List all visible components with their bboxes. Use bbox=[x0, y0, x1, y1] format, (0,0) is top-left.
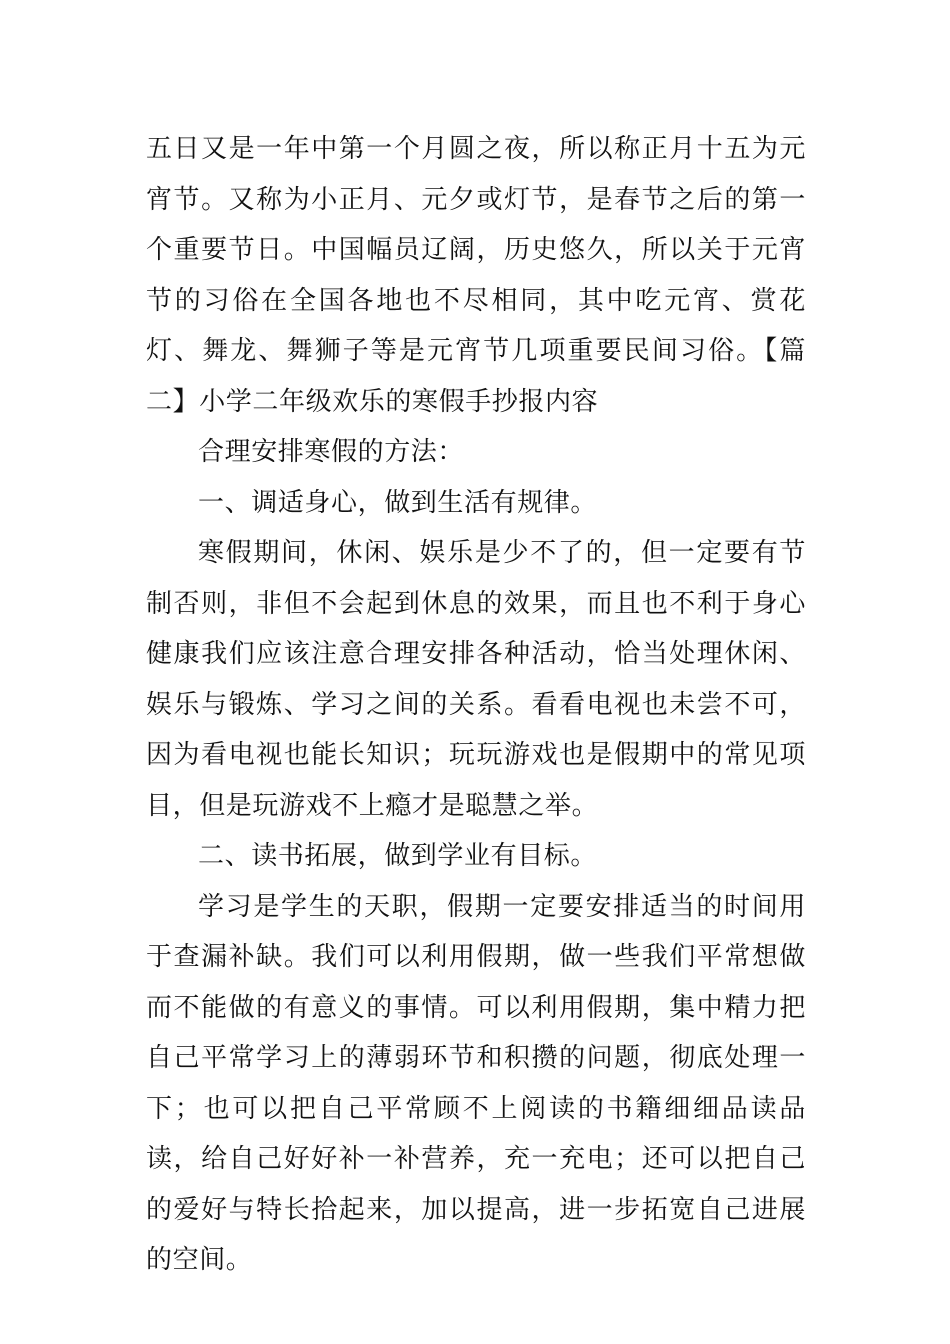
paragraph-1: 五日又是一年中第一个月圆之夜，所以称正月十五为元宵节。又称为小正月、元夕或灯节，是春节之后的第一个重要节日。中国幅员辽阔，历史悠久，所以关于元宵节的习俗在全国各地也不尽相同，其中吃元宵、赏花灯、舞龙、舞狮子等是元宵节几项重要民间习俗。【篇二】小学二年级欢乐的寒假手抄报内容 bbox=[146, 134, 806, 417]
paragraph-4: 寒假期间，休闲、娱乐是少不了的，但一定要有节制否则，非但不会起到休息的效果，而且也不利于身心健康我们应该注意合理安排各种活动，恰当处理休闲、娱乐与锻炼、学习之间的关系。看看电视也未尝不可，因为看电视也能长知识；玩玩游戏也是假期中的常见项目，但是玩游戏不上瘾才是聪慧之举。 bbox=[146, 538, 806, 821]
document-body bbox=[146, 124, 806, 1286]
paragraph-5: 二、读书拓展，做到学业有目标。 bbox=[198, 841, 598, 871]
paragraph-3: 一、调适身心，做到生活有规律。 bbox=[198, 487, 598, 518]
paragraph-6: 学习是学生的天职，假期一定要安排适当的时间用于查漏补缺。我们可以利用假期，做一些我们平常想做而不能做的有意义的事情。可以利用假期，集中精力把自己平常学习上的薄弱环节和积攒的问题，彻底处理一下；也可以把自己平常顾不上阅读的书籍细细品读品读，给自己好好补一补营养，充一充电；还可以把自己的爱好与特长拾起来，加以提高，进一步拓宽自己进展的空间。 bbox=[146, 891, 806, 1275]
paragraph-2: 合理安排寒假的方法： bbox=[198, 437, 465, 467]
